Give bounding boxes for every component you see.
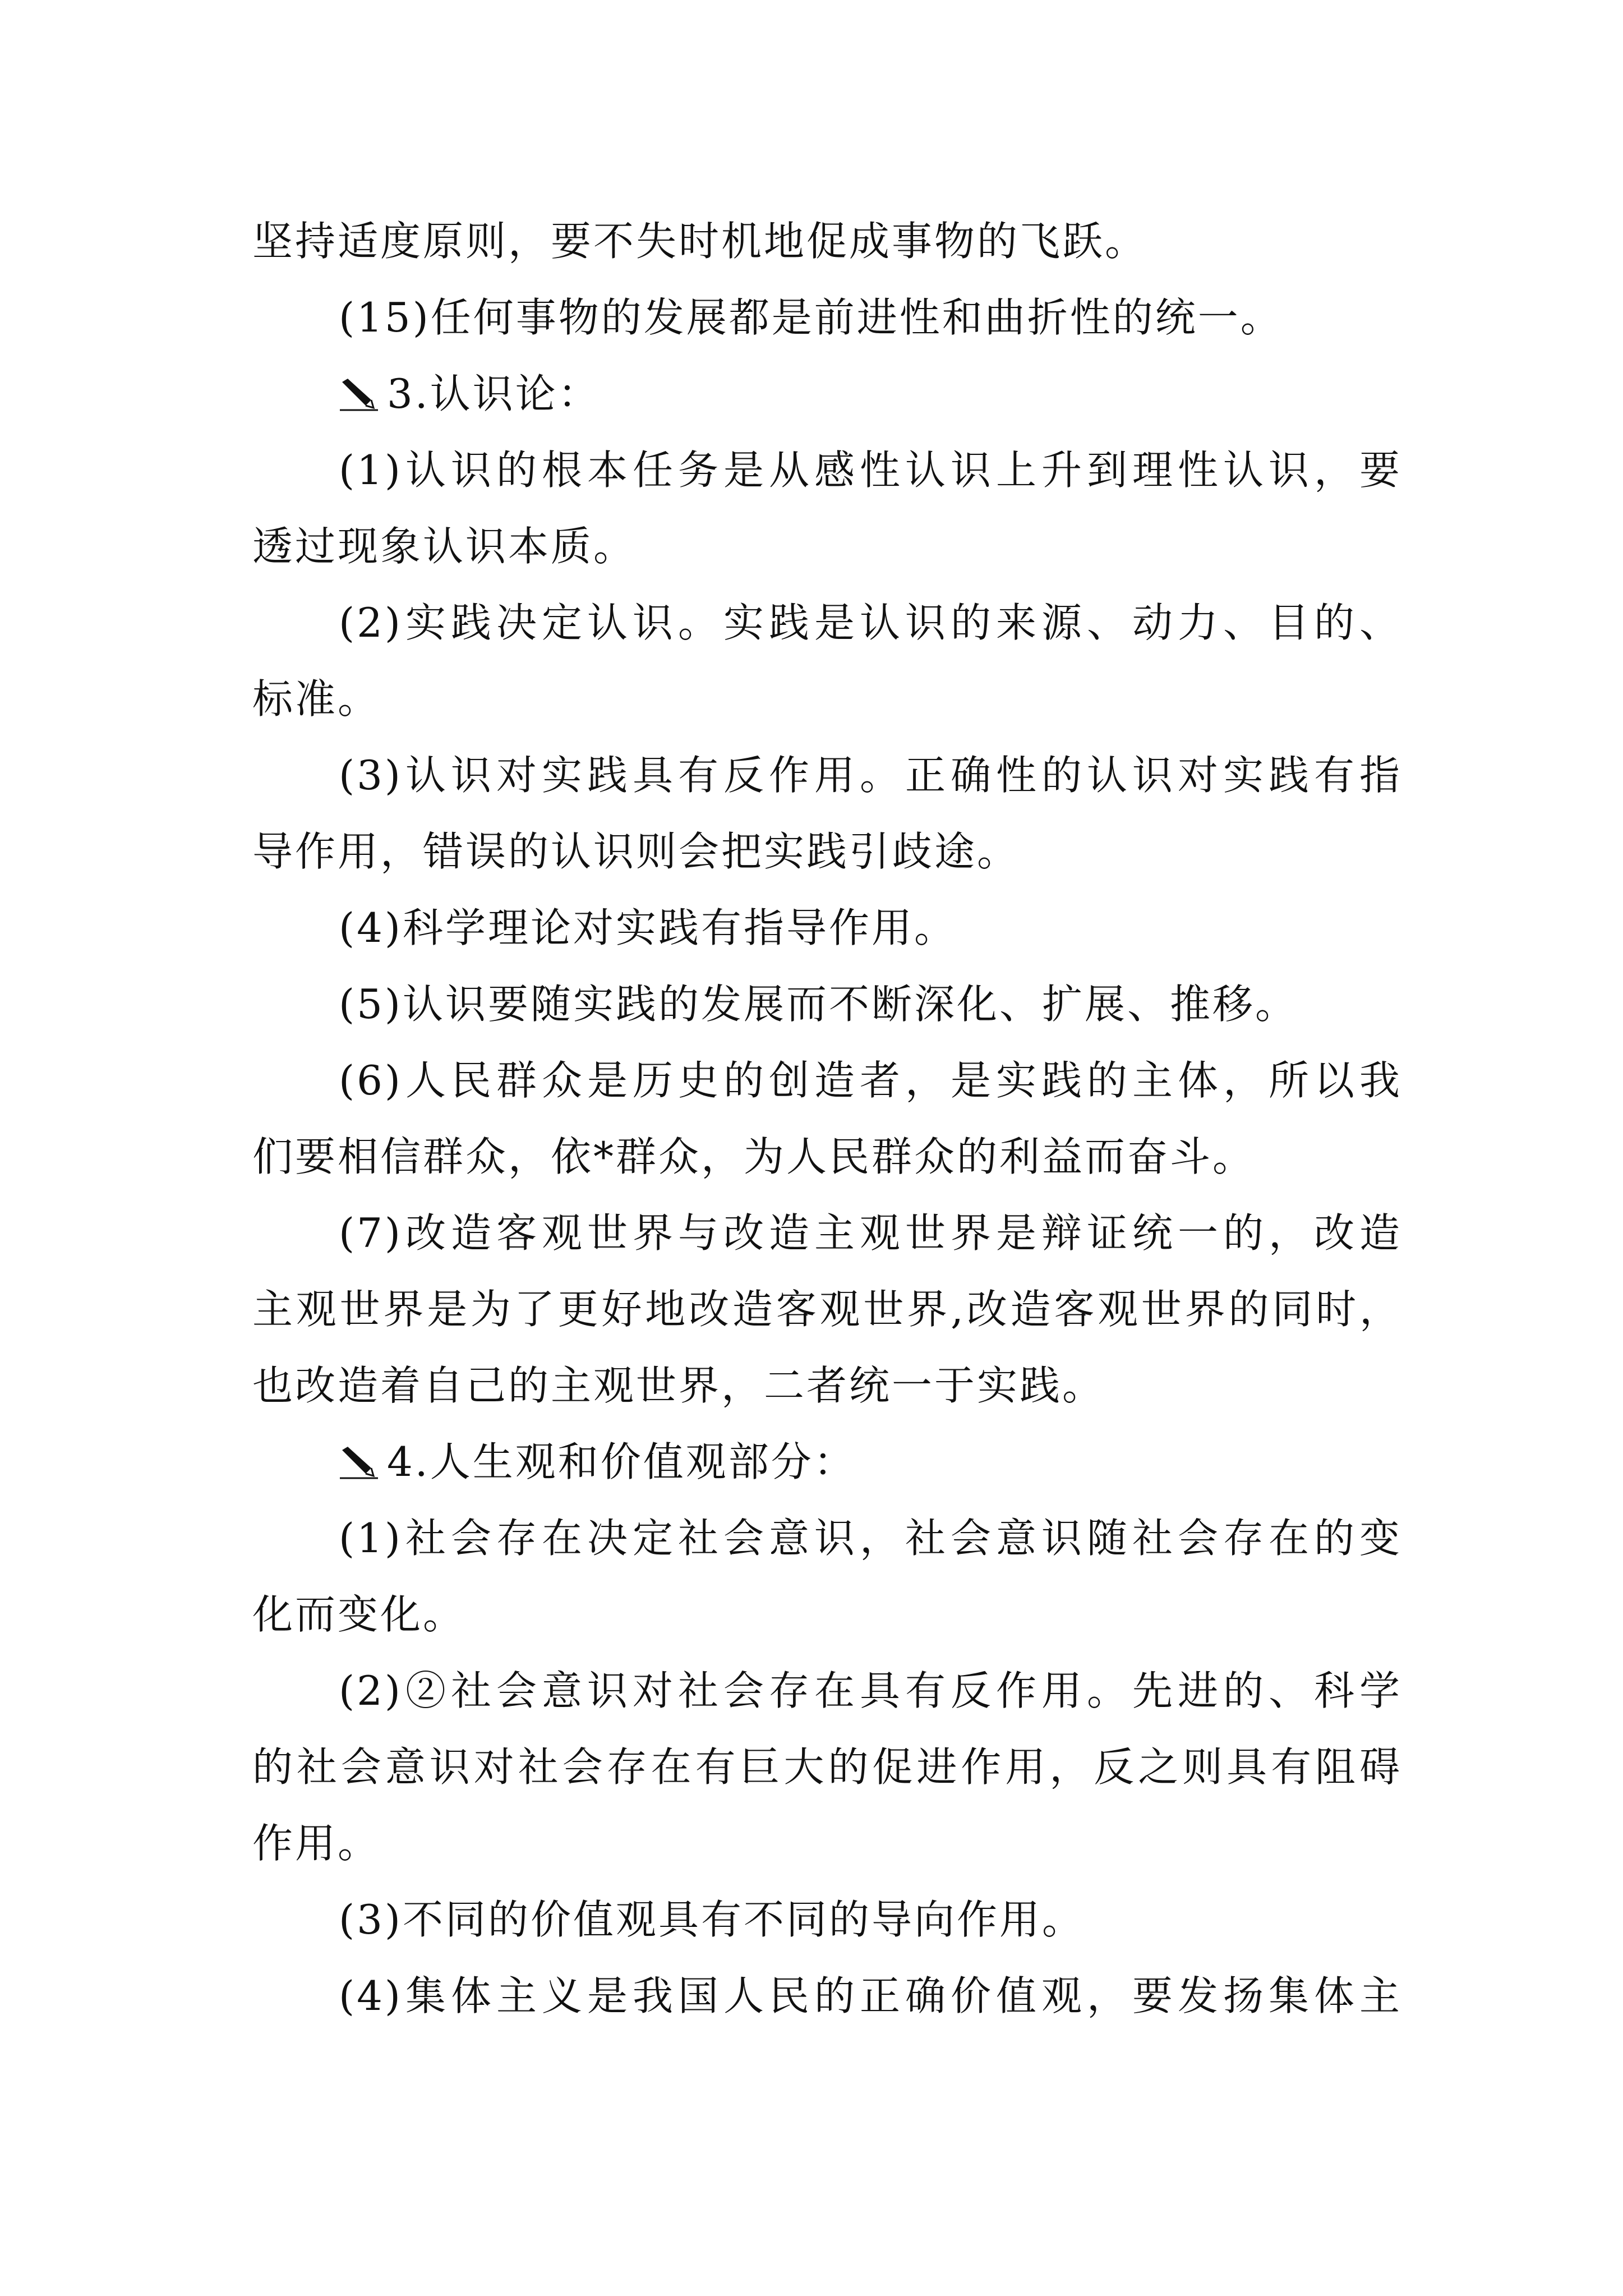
values-item-2-line-1: (2)②社会意识对社会存在具有反作用。先进的、科学 — [339, 1667, 1402, 1714]
item-3-line-2: 导作用，错误的认识则会把实践引歧途。 — [252, 828, 1020, 875]
item-6-line-2: 们要相信群众，依*群众，为人民群众的利益而奋斗。 — [252, 1133, 1256, 1180]
values-item-2-line-2: 的社会意识对社会存在有巨大的促进作用，反之则具有阻碍 — [252, 1743, 1402, 1791]
section-heading-label: 4.人生观和价值观部分： — [387, 1438, 856, 1485]
pencil-icon — [339, 378, 379, 411]
item-6-line-1: (6)人民群众是历史的创造者，是实践的主体，所以我 — [339, 1057, 1402, 1104]
item-7-line-3: 也改造着自己的主观世界，二者统一于实践。 — [252, 1362, 1105, 1409]
values-item-2-line-3: 作用。 — [252, 1820, 381, 1867]
pencil-icon — [339, 1446, 379, 1479]
section-heading-label: 3.认识论： — [387, 370, 601, 417]
item-2-line-2: 标准。 — [252, 675, 381, 723]
values-item-1-line-2: 化而变化。 — [252, 1591, 466, 1638]
text-line-1: 坚持适度原则，要不失时机地促成事物的飞跃。 — [252, 218, 1148, 265]
item-5: (5)认识要随实践的发展而不断深化、扩展、推移。 — [339, 981, 1298, 1028]
item-3-line-1: (3)认识对实践具有反作用。正确性的认识对实践有指 — [339, 752, 1402, 799]
item-1-line-2: 透过现象认识本质。 — [252, 523, 637, 570]
values-item-4-line-1: (4)集体主义是我国人民的正确价值观，要发扬集体主 — [339, 1972, 1402, 2019]
values-item-3: (3)不同的价值观具有不同的导向作用。 — [339, 1896, 1085, 1943]
item-7-line-1: (7)改造客观世界与改造主观世界是辩证统一的，改造 — [339, 1209, 1402, 1257]
item-1-line-1: (1)认识的根本任务是从感性认识上升到理性认识，要 — [339, 447, 1402, 494]
section-heading-values — [339, 1435, 1488, 1489]
values-item-1-line-1: (1)社会存在决定社会意识，社会意识随社会存在的变 — [339, 1515, 1402, 1562]
item-7-line-2: 主观世界是为了更好地改造客观世界,改造客观世界的同时， — [252, 1286, 1402, 1333]
item-15: (15)任何事物的发展都是前进性和曲折性的统一。 — [339, 294, 1283, 341]
section-heading-epistemology — [339, 367, 1488, 421]
item-2-line-1: (2)实践决定认识。实践是认识的来源、动力、目的、 — [339, 599, 1402, 646]
item-4: (4)科学理论对实践有指导作用。 — [339, 904, 957, 951]
